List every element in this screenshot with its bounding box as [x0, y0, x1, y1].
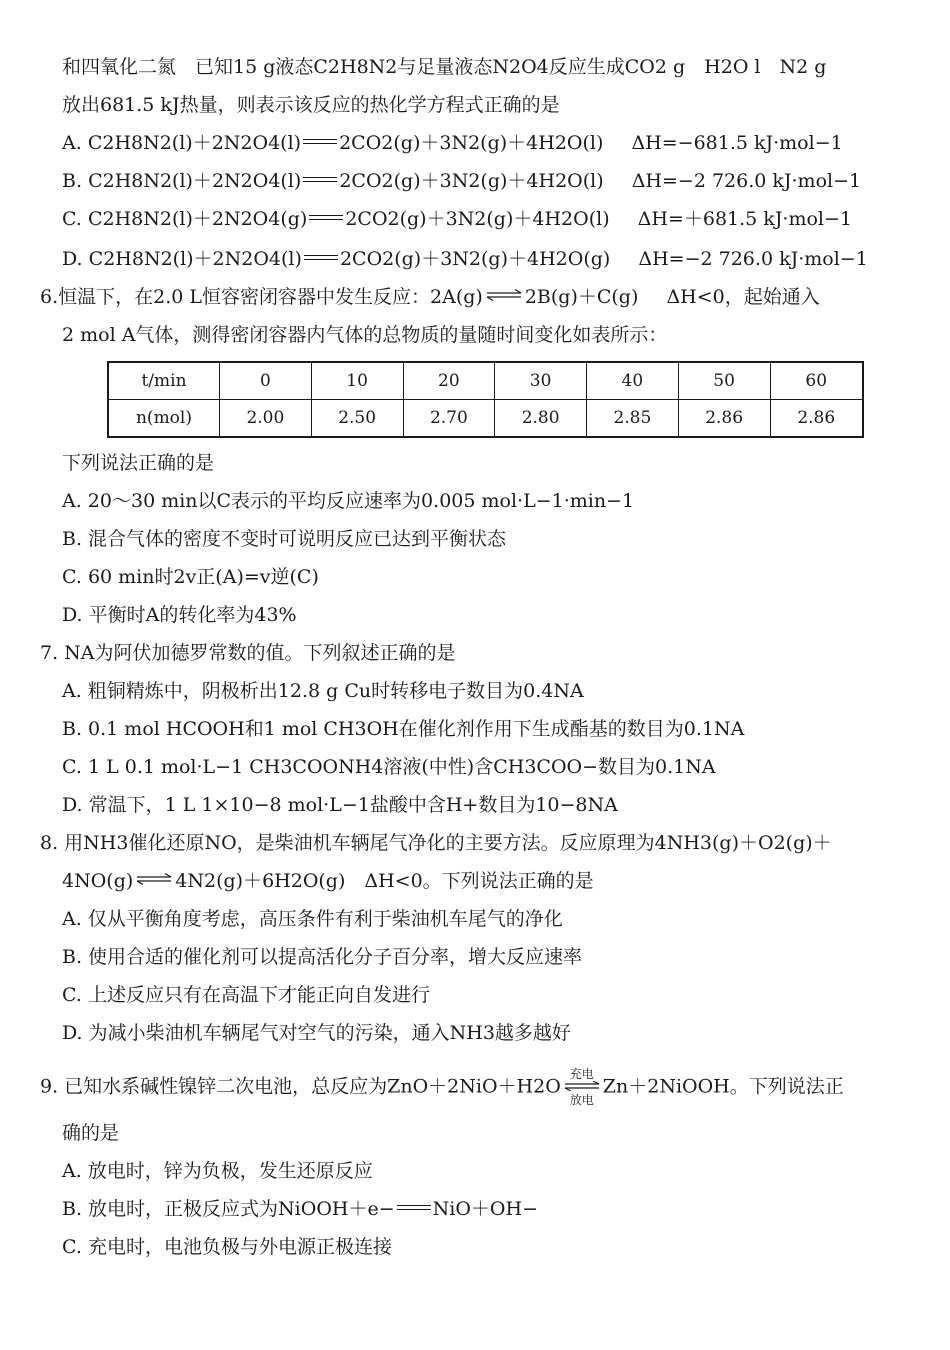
table-cell: 2.50	[311, 400, 403, 438]
q7-option-c-text: C. 1 L 0.1 mol·L−1 CH3COONH4溶液(中性)含CH3COO−数目为0.1NA	[62, 756, 716, 778]
table-cell: 50	[678, 362, 770, 400]
equals-sign	[397, 1205, 431, 1210]
arrow-label-discharge: 放电	[569, 1093, 594, 1107]
q7-option-c	[62, 754, 716, 780]
q8-stem-line2	[62, 868, 594, 894]
q5-stem-line2	[62, 92, 560, 118]
enthalpy-value: ΔH=−681.5 kJ·mol−1	[631, 132, 843, 154]
q6-option-a	[62, 488, 634, 514]
table-cell: 2.70	[403, 400, 495, 438]
q7-stem	[40, 640, 456, 666]
q5-option-b	[62, 168, 861, 194]
equals-sign	[303, 139, 337, 144]
q6-option-d-text: D. 平衡时A的转化率为43%	[62, 604, 297, 626]
q8-option-b	[62, 944, 582, 970]
q9-stem-line1	[40, 1068, 844, 1107]
table-cell: 2.86	[678, 400, 770, 438]
q6-ask-text: 下列说法正确的是	[62, 452, 215, 474]
equation-rhs: 2CO2(g)＋3N2(g)＋4H2O(g)	[339, 248, 611, 270]
q6-stem-part-a: 恒温下，在2.0 L恒容密闭容器中发生反应：2A(g)	[58, 286, 483, 308]
q5-stem-line1-text: 和四氧化二氮 已知15 g液态C2H8N2与足量液态N2O4反应生成CO2 g H2O l N2 g	[62, 56, 827, 78]
q9-option-a	[62, 1158, 373, 1184]
table-cell: 60	[770, 362, 863, 400]
q9-option-a-text: A. 放电时，锌为负极，发生还原反应	[62, 1160, 373, 1182]
equilibrium-arrow-icon	[485, 289, 523, 301]
table-cell: 10	[311, 362, 403, 400]
q7-option-a-text: A. 粗铜精炼中，阴极析出12.8 g Cu时转移电子数目为0.4NA	[62, 680, 584, 702]
q9-option-c	[62, 1234, 392, 1260]
option-label: C.	[62, 208, 82, 230]
equation-rhs: 2CO2(g)＋3N2(g)＋4H2O(l)	[339, 132, 604, 154]
q8-option-c-text: C. 上述反应只有在高温下才能正向自发进行	[62, 984, 430, 1006]
q6-stem-line2-text: 2 mol A气体，测得密闭容器内气体的总物质的量随时间变化如表所示：	[62, 324, 668, 346]
q6-stem-line1	[40, 284, 820, 310]
table-header-cell: t/min	[108, 362, 220, 400]
q9-stem-line2	[62, 1120, 119, 1146]
q7-option-d-text: D. 常温下，1 L 1×10−8 mol·L−1盐酸中含H+数目为10−8NA	[62, 794, 618, 816]
equilibrium-arrow-icon	[563, 1081, 601, 1091]
q8-stem-line1	[40, 830, 832, 856]
q8-option-d-text: D. 为减小柴油机车辆尾气对空气的污染，通入NH3越多越好	[62, 1022, 571, 1044]
table-cell: 20	[403, 362, 495, 400]
equilibrium-arrow-icon	[135, 873, 173, 885]
reversible-arrow	[563, 1068, 601, 1107]
table-header-cell: n(mol)	[108, 400, 220, 438]
q6-stem-line2	[62, 322, 667, 348]
q6-option-c	[62, 564, 319, 590]
enthalpy-value: ΔH=−2 726.0 kJ·mol−1	[631, 170, 862, 192]
q9-option-c-text: C. 充电时，电池负极与外电源正极连接	[62, 1236, 392, 1258]
q7-option-d	[62, 792, 618, 818]
q8-stem-line2-part-b: 4N2(g)＋6H2O(g) ΔH<0。下列说法正确的是	[175, 870, 594, 892]
q5-option-c	[62, 206, 852, 232]
table-cell: 0	[220, 362, 312, 400]
q6-stem-part-c: ΔH<0，起始通入	[666, 286, 820, 308]
q8-option-a-text: A. 仅从平衡角度考虑，高压条件有利于柴油机车尾气的净化	[62, 908, 563, 930]
q9-stem-line2-text: 确的是	[62, 1122, 120, 1144]
q8-option-a	[62, 906, 563, 932]
equals-sign	[303, 177, 337, 182]
q5-option-a	[62, 130, 843, 156]
q6-option-b	[62, 526, 506, 552]
table-row	[108, 362, 863, 400]
table-cell: 2.85	[587, 400, 679, 438]
q8-option-d	[62, 1020, 571, 1046]
equals-sign	[309, 215, 343, 220]
q7-stem-text: 7. NA为阿伏加德罗常数的值。下列叙述正确的是	[40, 642, 456, 664]
q6-stem-part-b: 2B(g)＋C(g)	[524, 286, 639, 308]
equation-lhs: C2H8N2(l)＋2N2O4(l)	[88, 248, 302, 270]
q7-option-b-text: B. 0.1 mol HCOOH和1 mol CH3OH在催化剂作用下生成酯基的数目为0.1NA	[62, 718, 745, 740]
option-label: B.	[62, 170, 83, 192]
equation-rhs: 2CO2(g)＋3N2(g)＋4H2O(l)	[339, 170, 604, 192]
q9-option-b	[62, 1196, 538, 1222]
q8-stem-line1-text: 8. 用NH3催化还原NO，是柴油机车辆尾气净化的主要方法。反应原理为4NH3(g)＋O2(g)＋	[40, 832, 832, 854]
q9-stem-part-b: Zn＋2NiOOH。下列说法正	[602, 1075, 844, 1098]
q8-option-c	[62, 982, 430, 1008]
table-cell: 2.86	[770, 400, 863, 438]
q8-stem-line2-part-a: 4NO(g)	[62, 870, 134, 892]
enthalpy-value: ΔH=＋681.5 kJ·mol−1	[637, 208, 853, 230]
q6-option-a-text: A. 20～30 min以C表示的平均反应速率为0.005 mol·L−1·min−1	[62, 490, 635, 512]
arrow-label-charge: 充电	[569, 1067, 594, 1081]
q7-option-b	[62, 716, 744, 742]
data-table	[107, 361, 864, 438]
equation-rhs: 2CO2(g)＋3N2(g)＋4H2O(l)	[345, 208, 610, 230]
q5-stem-line1	[62, 54, 826, 80]
q7-option-a	[62, 678, 584, 704]
option-label: D.	[62, 248, 83, 270]
equals-sign	[304, 255, 338, 260]
q6-option-d	[62, 602, 297, 628]
enthalpy-value: ΔH=−2 726.0 kJ·mol−1	[638, 248, 868, 270]
question-number: 6.	[40, 286, 59, 308]
q5-stem-line2-text: 放出681.5 kJ热量，则表示该反应的热化学方程式正确的是	[62, 94, 560, 116]
q8-option-b-text: B. 使用合适的催化剂可以提高活化分子百分率，增大反应速率	[62, 946, 583, 968]
option-label: A.	[62, 132, 82, 154]
table-cell: 2.80	[495, 400, 587, 438]
equation-lhs: C2H8N2(l)＋2N2O4(l)	[87, 132, 302, 154]
q9-option-b-lhs: B. 放电时，正极反应式为NiOOH＋e−	[62, 1198, 395, 1220]
table-cell: 30	[495, 362, 587, 400]
equation-lhs: C2H8N2(l)＋2N2O4(g)	[87, 208, 308, 230]
table-cell: 2.00	[220, 400, 312, 438]
table-row	[108, 400, 863, 438]
q6-option-b-text: B. 混合气体的密度不变时可说明反应已达到平衡状态	[62, 528, 507, 550]
equation-lhs: C2H8N2(l)＋2N2O4(l)	[88, 170, 302, 192]
table-cell: 40	[587, 362, 679, 400]
q6-ask	[62, 450, 214, 476]
q9-option-b-rhs: NiO＋OH−	[432, 1198, 538, 1220]
q5-option-d	[62, 246, 868, 272]
q9-stem-part-a: 9. 已知水系碱性镍锌二次电池，总反应为ZnO＋2NiO＋H2O	[40, 1075, 561, 1098]
q6-option-c-text: C. 60 min时2v正(A)=v逆(C)	[62, 566, 319, 588]
